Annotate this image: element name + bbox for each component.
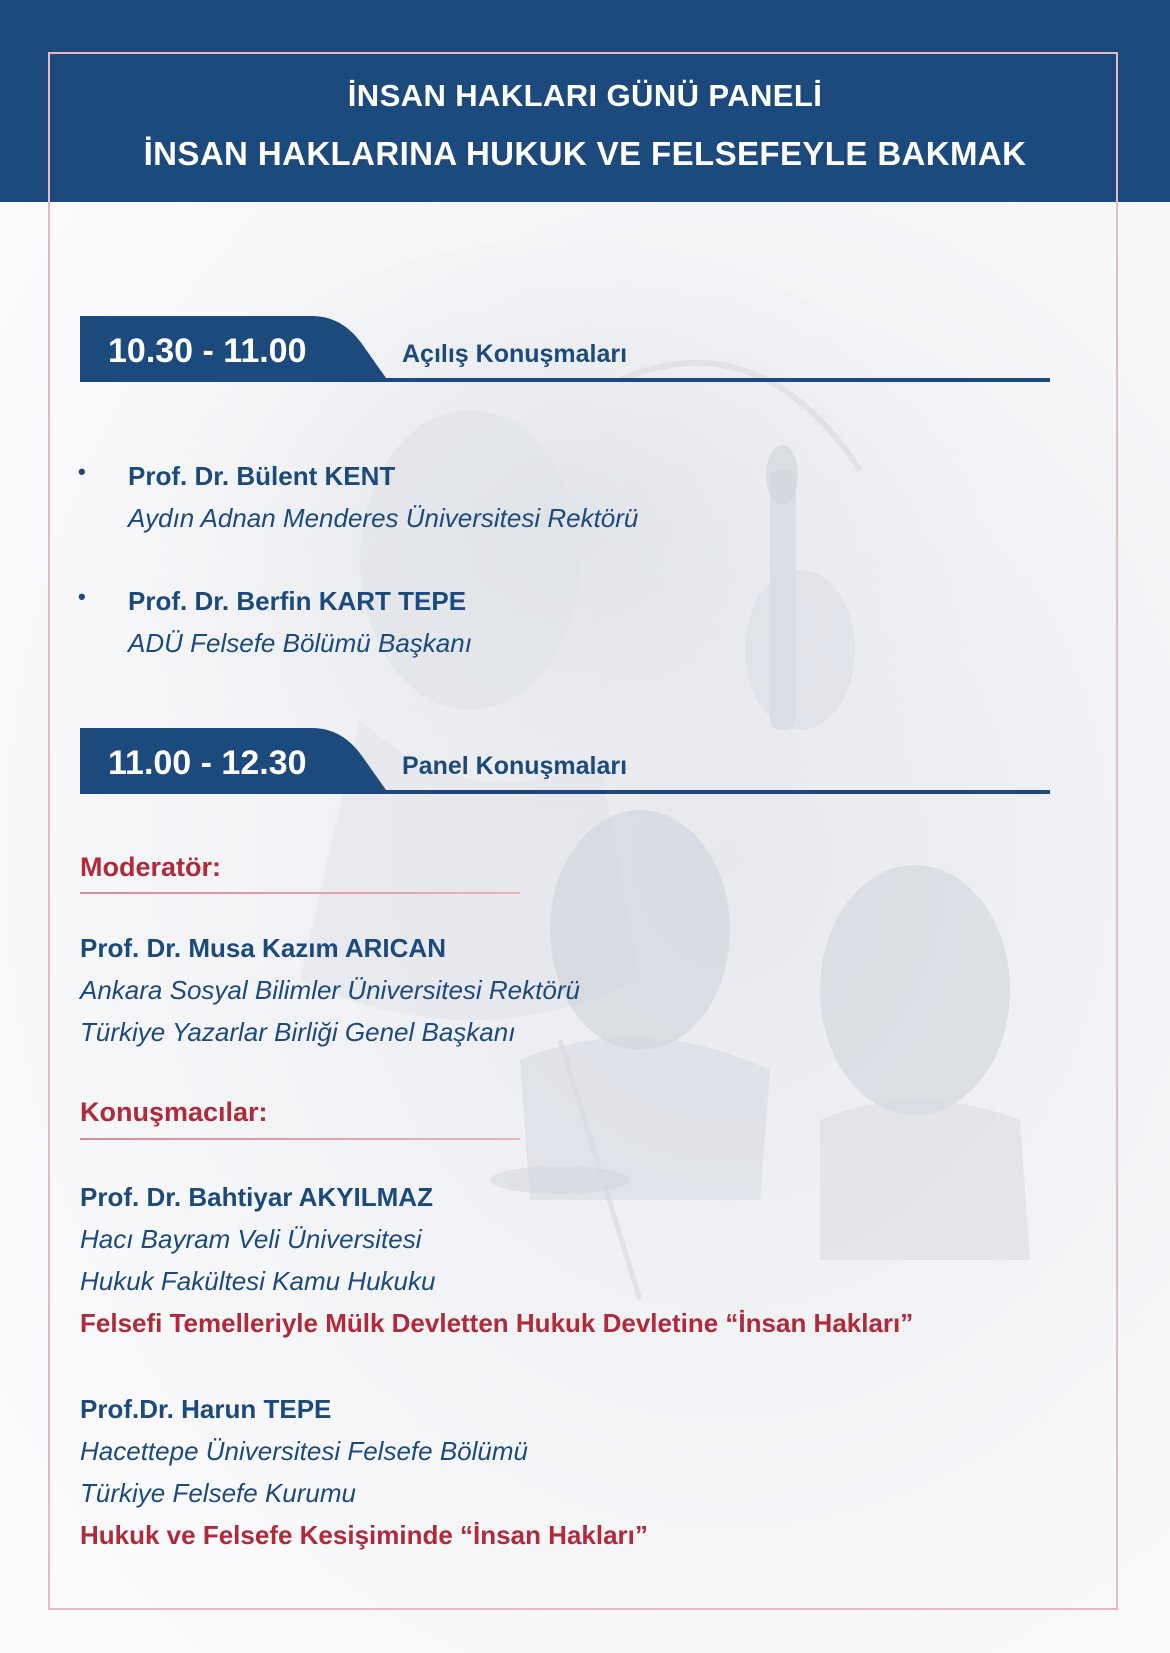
- speakers-heading: Konuşmacılar:: [80, 1097, 268, 1127]
- speaker-institution: ADÜ Felsefe Bölümü Başkanı: [128, 628, 472, 658]
- pink-frame: [48, 52, 1118, 1610]
- speaker-name: Prof.Dr. Harun TEPE: [80, 1394, 332, 1424]
- session-time: 11.00 - 12.30: [108, 744, 307, 782]
- speaker-affiliation: Hukuk Fakültesi Kamu Hukuku: [80, 1266, 436, 1296]
- moderator-heading: Moderatör:: [80, 852, 221, 882]
- bullet-icon: •: [78, 584, 86, 609]
- bullet-icon: •: [78, 459, 86, 484]
- speaker-name: Prof. Dr. Bülent KENT: [128, 461, 396, 491]
- panel-title: İNSAN HAKLARI GÜNÜ PANELİ: [347, 78, 823, 113]
- speaker-affiliation: Hacı Bayram Veli Üniversitesi: [80, 1224, 422, 1254]
- moderator-block: [80, 927, 580, 1053]
- panel-subtitle: İNSAN HAKLARINA HUKUK VE FELSEFEYLE BAKMAK: [143, 135, 1027, 172]
- moderator-underline: [80, 892, 520, 894]
- session-header-opening: [80, 316, 1050, 386]
- moderator-line: Türkiye Yazarlar Birliği Genel Başkanı: [80, 1017, 516, 1047]
- talk-title: Hukuk ve Felsefe Kesişiminde “İnsan Hakları”: [80, 1520, 648, 1550]
- speaker-institution: Aydın Adnan Menderes Üniversitesi Rektörü: [128, 503, 639, 533]
- speaker-name: Prof. Dr. Berfin KART TEPE: [128, 586, 467, 616]
- session-time: 10.30 - 11.00: [108, 332, 307, 370]
- speaker-block-1: [80, 1176, 913, 1344]
- speaker-name: Prof. Dr. Bahtiyar AKYILMAZ: [80, 1182, 433, 1212]
- speaker-affiliation: Türkiye Felsefe Kurumu: [80, 1478, 356, 1508]
- speakers-underline: [80, 1138, 520, 1140]
- speaker-block-2: [80, 1388, 648, 1556]
- speaker-affiliation: Hacettepe Üniversitesi Felsefe Bölümü: [80, 1436, 528, 1466]
- session-title: Açılış Konuşmaları: [402, 340, 628, 368]
- session-header-panel: [80, 728, 1050, 798]
- talk-title: Felsefi Temelleriyle Mülk Devletten Hukuk Devletine “İnsan Hakları”: [80, 1308, 914, 1338]
- session-title: Panel Konuşmaları: [402, 752, 628, 780]
- moderator-name: Prof. Dr. Musa Kazım ARICAN: [80, 933, 446, 963]
- moderator-line: Ankara Sosyal Bilimler Üniversitesi Rektörü: [80, 975, 580, 1005]
